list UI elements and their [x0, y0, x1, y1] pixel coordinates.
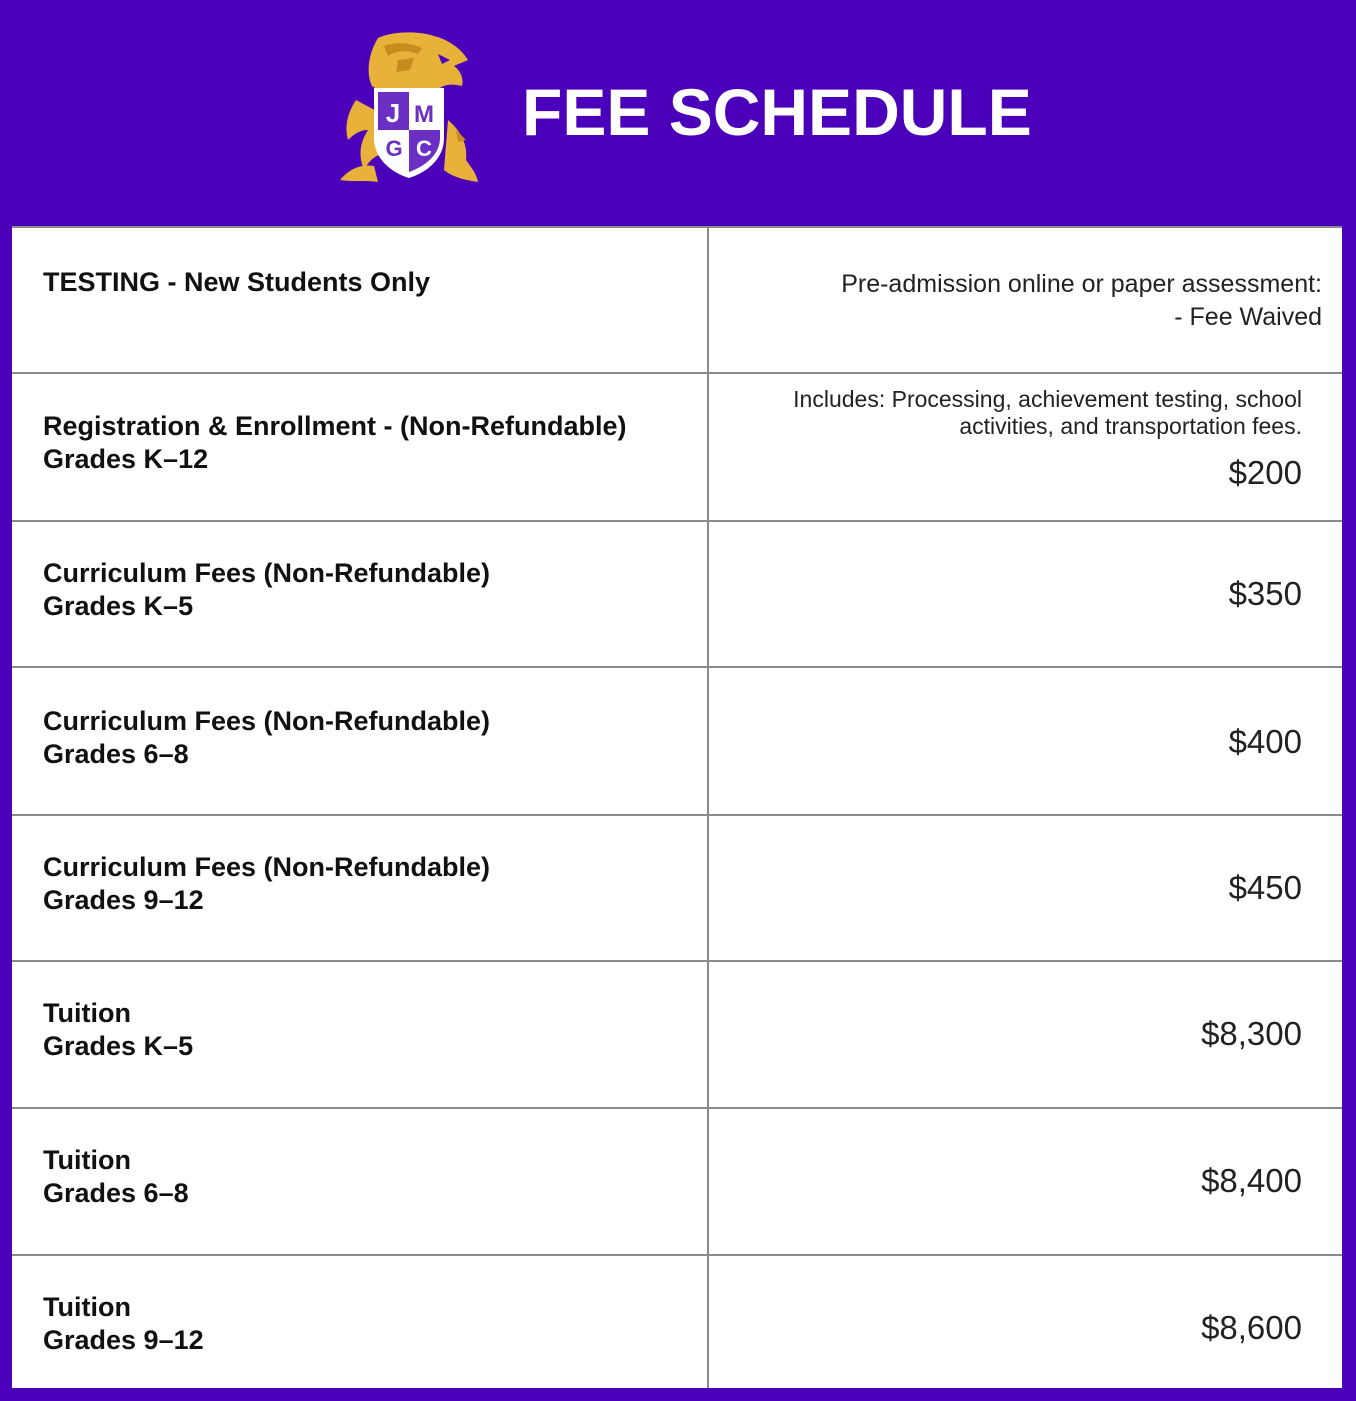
- fee-label: [43, 1291, 204, 1357]
- fee-label: [43, 1144, 189, 1210]
- fee-label-line: Grades 6–8: [43, 1178, 189, 1208]
- fee-note: [841, 268, 1322, 334]
- fee-label-line: Curriculum Fees (Non-Refundable): [43, 558, 491, 588]
- fee-label-line: Curriculum Fees (Non-Refundable): [43, 852, 491, 882]
- fee-price: $200: [1228, 454, 1302, 491]
- tiger-shield-logo-icon: [338, 30, 480, 186]
- fee-price: $8,300: [1201, 1015, 1302, 1052]
- fee-label-line: Grades K–12: [43, 444, 209, 474]
- fee-label-line: Curriculum Fees (Non-Refundable): [43, 706, 491, 736]
- table-row: [12, 814, 1342, 960]
- table-row: [12, 960, 1342, 1107]
- fee-note-line: activities, and transportation fees.: [959, 413, 1302, 439]
- fee-label-line: Tuition: [43, 998, 131, 1028]
- fee-label: [43, 557, 490, 623]
- fee-label: [43, 410, 627, 476]
- fee-note-line: Includes: Processing, achievement testing, school: [793, 386, 1302, 412]
- fee-label: [43, 266, 430, 299]
- table-row: [12, 372, 1342, 520]
- fee-price: $8,400: [1201, 1162, 1302, 1199]
- table-row: [12, 1254, 1342, 1388]
- fee-table: [12, 226, 1342, 1388]
- page-title: FEE SCHEDULE: [522, 75, 1032, 149]
- fee-label: [43, 997, 193, 1063]
- fee-label-line: TESTING - New Students Only: [43, 267, 431, 297]
- fee-price: $8,600: [1201, 1309, 1302, 1346]
- fee-label-line: Grades 6–8: [43, 739, 189, 769]
- fee-label-line: Grades 9–12: [43, 885, 204, 915]
- fee-price: $350: [1228, 575, 1302, 612]
- fee-note-line: Pre-admission online or paper assessment:: [841, 270, 1322, 298]
- svg-text:J: J: [385, 98, 401, 128]
- table-row: [12, 520, 1342, 666]
- svg-text:G: G: [385, 136, 403, 161]
- fee-label-line: Grades K–5: [43, 591, 194, 621]
- fee-price: $400: [1228, 723, 1302, 760]
- svg-text:M: M: [414, 101, 434, 128]
- fee-label-line: Grades K–5: [43, 1031, 194, 1061]
- fee-price: $450: [1228, 869, 1302, 906]
- table-row: [12, 1107, 1342, 1254]
- fee-label-line: Grades 9–12: [43, 1325, 204, 1355]
- table-row: [12, 226, 1342, 372]
- page-header: [0, 0, 1356, 226]
- fee-label: [43, 705, 490, 771]
- table-row: [12, 666, 1342, 814]
- fee-label-line: Registration & Enrollment - (Non-Refundable): [43, 411, 627, 441]
- svg-text:C: C: [416, 136, 432, 161]
- fee-label: [43, 851, 490, 917]
- fee-note-line: - Fee Waived: [1174, 303, 1322, 331]
- fee-label-line: Tuition: [43, 1292, 131, 1322]
- fee-label-line: Tuition: [43, 1145, 131, 1175]
- fee-note: [793, 386, 1302, 440]
